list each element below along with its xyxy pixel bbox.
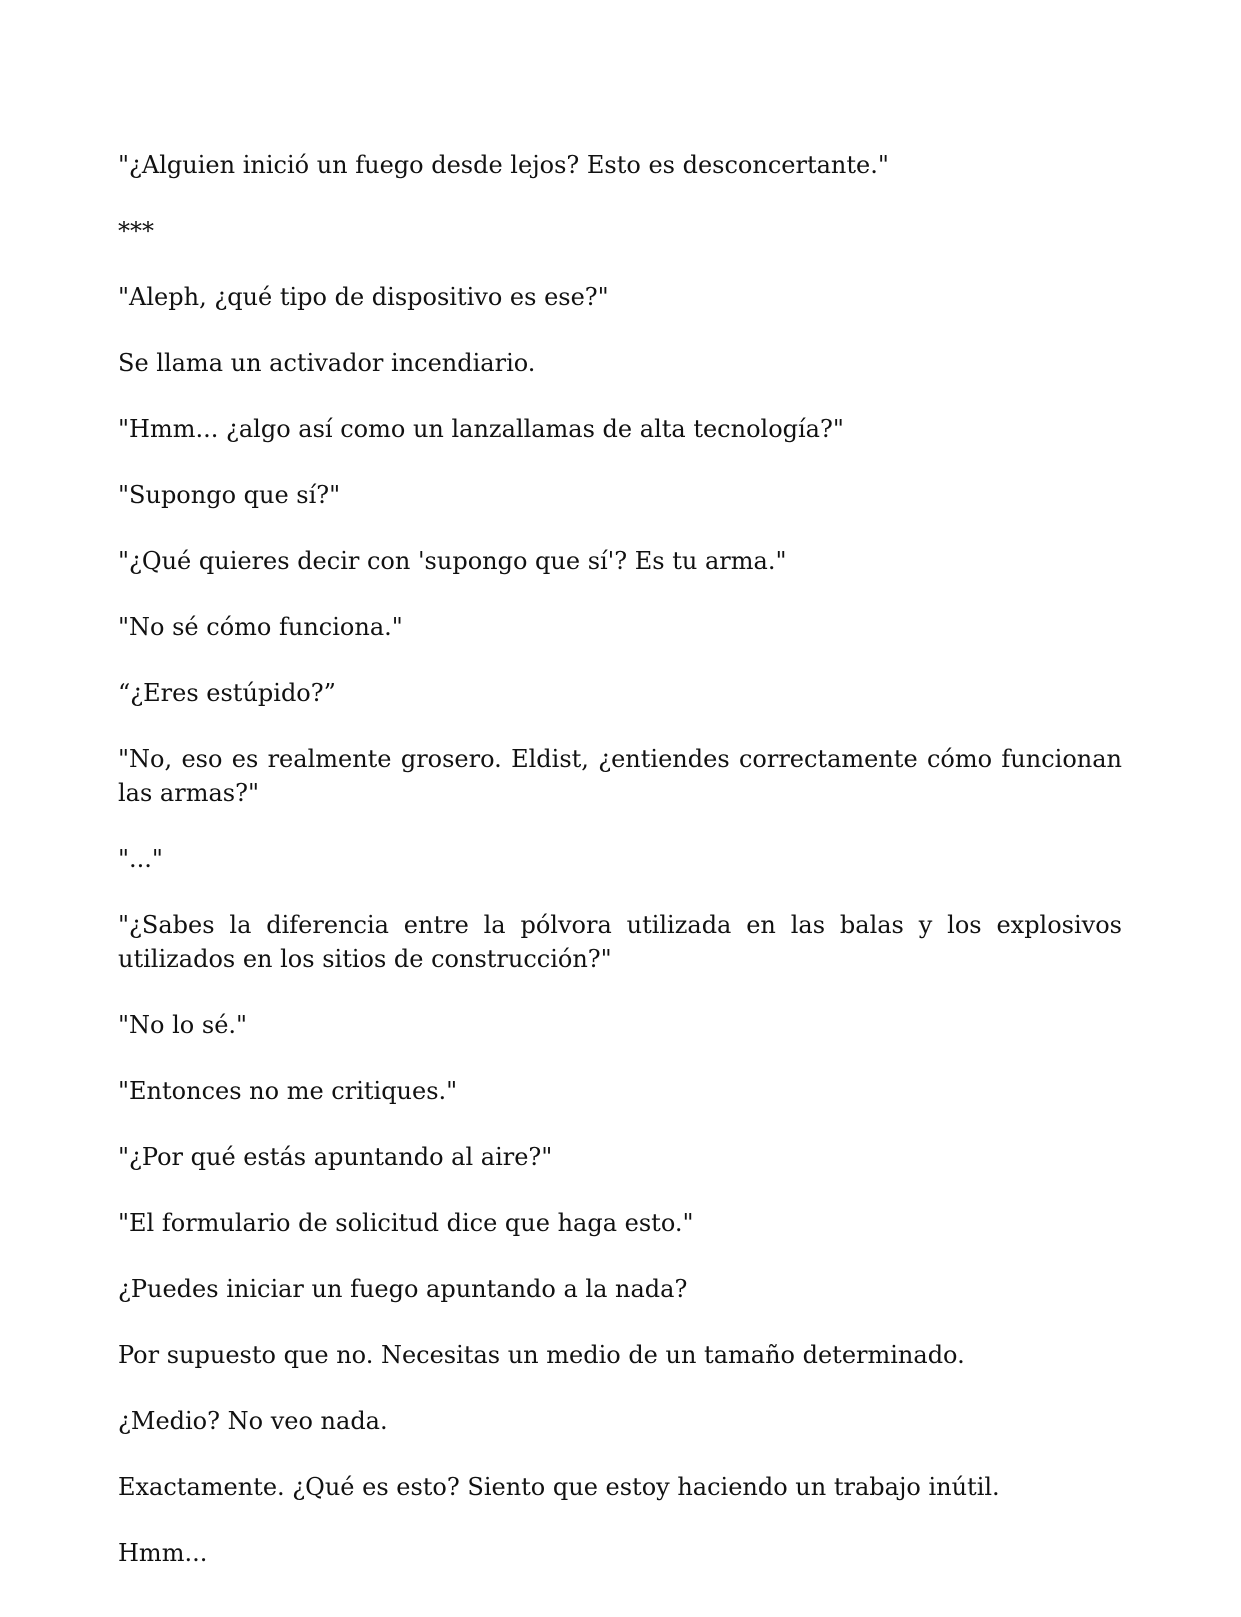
paragraph-11: "..."	[118, 845, 163, 873]
paragraph-9: “¿Eres estúpido?”	[118, 679, 336, 707]
paragraph-15: "¿Por qué estás apuntando al aire?"	[118, 1143, 553, 1171]
paragraph-19: ¿Medio? No veo nada.	[118, 1407, 388, 1435]
paragraph-4: Se llama un activador incendiario.	[118, 349, 536, 377]
paragraph-16: "El formulario de solicitud dice que haga esto."	[118, 1209, 694, 1237]
paragraph-14: "Entonces no me critiques."	[118, 1077, 458, 1105]
paragraph-17: ¿Puedes iniciar un fuego apuntando a la nada?	[118, 1275, 688, 1303]
paragraph-21: Hmm...	[118, 1539, 208, 1567]
paragraph-5: "Hmm... ¿algo así como un lanzallamas de alta tecnología?"	[118, 415, 844, 443]
paragraph-13: "No lo sé."	[118, 1011, 248, 1039]
document-body	[118, 148, 1122, 1602]
paragraph-18: Por supuesto que no. Necesitas un medio de un tamaño determinado.	[118, 1341, 965, 1369]
paragraph-1: "¿Alguien inició un fuego desde lejos? Esto es desconcertante."	[118, 151, 889, 179]
paragraph-6: "Supongo que sí?"	[118, 481, 341, 509]
paragraph-8: "No sé cómo funciona."	[118, 613, 403, 641]
paragraph-10: "No, eso es realmente grosero. Eldist, ¿entiendes correctamente cómo funcionan las armas?"	[118, 745, 1122, 807]
paragraph-20: Exactamente. ¿Qué es esto? Siento que estoy haciendo un trabajo inútil.	[118, 1473, 1000, 1501]
paragraph-12: "¿Sabes la diferencia entre la pólvora utilizada en las balas y los explosivos utilizados en los sitios de construcción?"	[118, 911, 1122, 973]
scene-break: ***	[118, 217, 154, 245]
paragraph-7: "¿Qué quieres decir con 'supongo que sí'? Es tu arma."	[118, 547, 787, 575]
paragraph-3: "Aleph, ¿qué tipo de dispositivo es ese?"	[118, 283, 609, 311]
